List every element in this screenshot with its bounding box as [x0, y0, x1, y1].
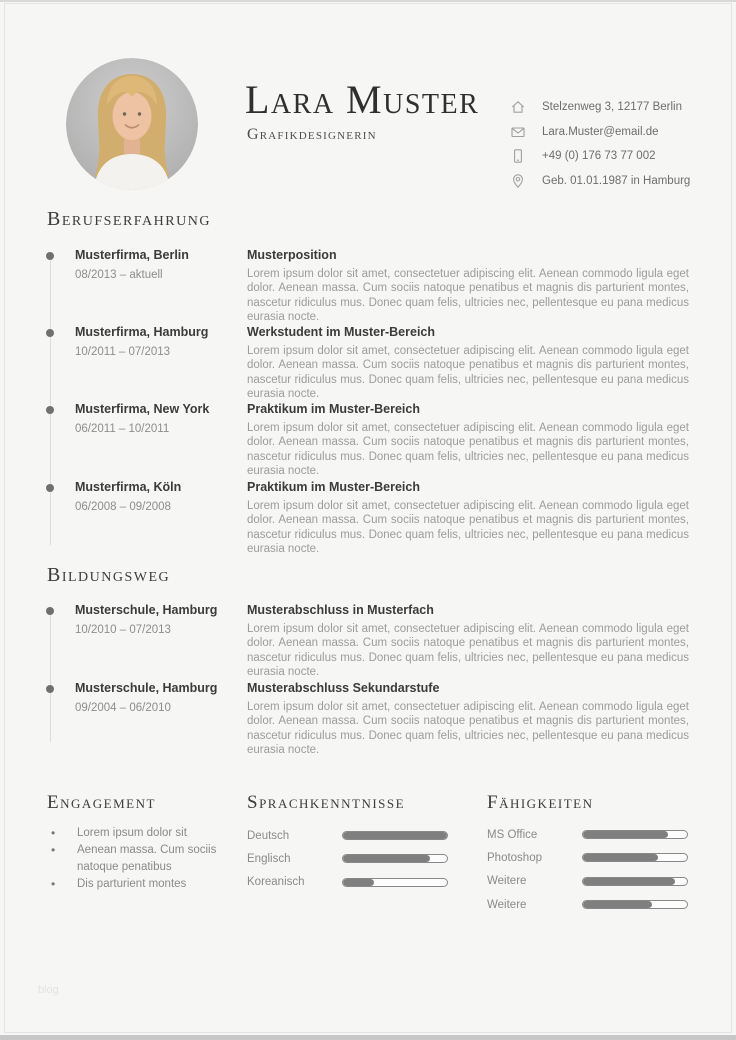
engagement-item-text: Dis parturient montes	[77, 878, 187, 890]
languages-list	[247, 824, 452, 894]
entry-position: Praktikum im Muster-Bereich	[247, 480, 420, 494]
timeline-dot	[46, 329, 54, 337]
entry-period: 10/2010 – 07/2013	[75, 624, 171, 636]
page-bottom-edge	[0, 1035, 736, 1040]
language-label: Deutsch	[247, 829, 290, 842]
skill-label: Photoshop	[487, 851, 542, 864]
language-level-fill	[343, 855, 430, 862]
education-entries	[0, 603, 736, 763]
entry-description: Lorem ipsum dolor sit amet, consectetuer adipiscing elit. Aenean commodo ligula eget dolor. Aenean massa. Cum sociis natoque penatibus et magnis dis parturient montes, nascetur ridiculus mus. Donec quam felis, ultricies nec, pellentesque eu pana medicus eurasia nocte.	[247, 422, 689, 478]
timeline-dot	[46, 685, 54, 693]
entry-description: Lorem ipsum dolor sit amet, consectetuer adipiscing elit. Aenean commodo ligula eget dolor. Aenean massa. Cum sociis natoque penatibus et magnis dis parturient montes, nascetur ridiculus mus. Donec quam felis, ultricies nec, pellentesque eu pana medicus eurasia nocte.	[247, 268, 689, 324]
person-job-title: Grafikdesignerin	[247, 126, 377, 143]
timeline-dot	[46, 252, 54, 260]
entry-company: Musterfirma, Berlin	[75, 248, 189, 262]
engagement-item	[51, 825, 226, 842]
experience-entry	[0, 402, 736, 479]
skills-list	[487, 823, 692, 916]
education-entry	[0, 681, 736, 758]
page-top-edge	[0, 0, 736, 2]
entry-description: Lorem ipsum dolor sit amet, consectetuer adipiscing elit. Aenean commodo ligula eget dolor. Aenean massa. Cum sociis natoque penatibus et magnis dis parturient montes, nascetur ridiculus mus. Donec quam felis, ultricies nec, pellentesque eu pana medicus eurasia nocte.	[247, 701, 689, 757]
skill-level-bar	[582, 877, 688, 886]
language-label: Koreanisch	[247, 876, 305, 889]
contact-birth	[510, 169, 700, 194]
entry-description: Lorem ipsum dolor sit amet, consectetuer adipiscing elit. Aenean commodo ligula eget dolor. Aenean massa. Cum sociis natoque penatibus et magnis dis parturient montes, nascetur ridiculus mus. Donec quam felis, ultricies nec, pellentesque eu pana medicus eurasia nocte.	[247, 623, 689, 679]
language-row	[247, 847, 452, 870]
entry-company: Musterfirma, Köln	[75, 480, 182, 494]
skill-row	[487, 870, 692, 893]
contact-phone-text: +49 (0) 176 73 77 002	[542, 150, 656, 163]
contact-email-text: Lara.Muster@email.de	[542, 125, 659, 138]
contact-birth-text: Geb. 01.01.1987 in Hamburg	[542, 174, 691, 187]
contact-email	[510, 120, 700, 145]
entry-description: Lorem ipsum dolor sit amet, consectetuer adipiscing elit. Aenean commodo ligula eget dolor. Aenean massa. Cum sociis natoque penatibus et magnis dis parturient montes, nascetur ridiculus mus. Donec quam felis, ultricies nec, pellentesque eu pana medicus eurasia nocte.	[247, 500, 689, 556]
entry-period: 06/2008 – 09/2008	[75, 501, 171, 513]
section-heading-languages: Sprachkenntnisse	[247, 792, 406, 813]
language-level-bar	[342, 831, 448, 840]
bullet-icon: •	[51, 843, 56, 857]
language-row	[247, 871, 452, 894]
experience-entries	[0, 248, 736, 558]
experience-entry	[0, 480, 736, 557]
skill-level-fill	[583, 878, 675, 885]
location-icon	[510, 173, 526, 189]
timeline-dot	[46, 484, 54, 492]
skill-row	[487, 823, 692, 846]
person-name: Lara Muster	[245, 77, 480, 122]
engagement-item-text: Lorem ipsum dolor sit	[77, 827, 187, 839]
skill-row	[487, 846, 692, 869]
skill-level-bar	[582, 830, 688, 839]
entry-company: Musterfirma, Hamburg	[75, 325, 209, 339]
experience-entry	[0, 325, 736, 402]
section-heading-skills: Fähigkeiten	[487, 792, 594, 813]
engagement-item-text: Aenean massa. Cum sociis natoque penatibus	[77, 844, 217, 873]
entry-school: Musterschule, Hamburg	[75, 681, 218, 695]
language-level-fill	[343, 879, 374, 886]
skill-label: MS Office	[487, 828, 538, 841]
language-level-bar	[342, 878, 448, 887]
entry-degree: Musterabschluss in Musterfach	[247, 603, 434, 617]
contact-address-text: Stelzenweg 3, 12177 Berlin	[542, 101, 683, 114]
entry-description: Lorem ipsum dolor sit amet, consectetuer adipiscing elit. Aenean commodo ligula eget dolor. Aenean massa. Cum sociis natoque penatibus et magnis dis parturient montes, nascetur ridiculus mus. Donec quam felis, ultricies nec, pellentesque eu pana medicus eurasia nocte.	[247, 345, 689, 401]
timeline-dot	[46, 406, 54, 414]
skill-row	[487, 893, 692, 916]
section-heading-engagement: Engagement	[47, 792, 156, 813]
entry-position: Werkstudent im Muster-Bereich	[247, 325, 436, 339]
bullet-icon: •	[51, 877, 56, 891]
language-level-bar	[342, 854, 448, 863]
skill-level-fill	[583, 901, 652, 908]
skill-label: Weitere	[487, 875, 527, 888]
skill-level-bar	[582, 853, 688, 862]
language-label: Englisch	[247, 852, 291, 865]
entry-company: Musterfirma, New York	[75, 402, 210, 416]
experience-entry	[0, 248, 736, 325]
section-heading-education: Bildungsweg	[47, 564, 171, 586]
profile-photo	[66, 58, 198, 190]
contact-block	[510, 95, 700, 193]
entry-degree: Musterabschluss Sekundarstufe	[247, 681, 440, 695]
contact-phone	[510, 144, 700, 169]
entry-position: Praktikum im Muster-Bereich	[247, 402, 420, 416]
engagement-list	[51, 825, 226, 893]
portrait-illustration	[66, 58, 198, 190]
entry-school: Musterschule, Hamburg	[75, 603, 218, 617]
engagement-item	[51, 876, 226, 893]
phone-icon	[510, 148, 526, 164]
skill-label: Weitere	[487, 898, 527, 911]
bullet-icon: •	[51, 826, 56, 840]
entry-period: 06/2011 – 10/2011	[75, 423, 170, 435]
mail-icon	[510, 124, 526, 140]
skill-level-fill	[583, 854, 658, 861]
skill-level-bar	[582, 900, 688, 909]
section-heading-experience: Berufserfahrung	[47, 208, 211, 230]
language-row	[247, 824, 452, 847]
watermark-text: blog	[38, 984, 59, 996]
language-level-fill	[343, 832, 447, 839]
education-entry	[0, 603, 736, 680]
engagement-item	[51, 842, 226, 876]
timeline-dot	[46, 607, 54, 615]
entry-position: Musterposition	[247, 248, 337, 262]
contact-address	[510, 95, 700, 120]
skill-level-fill	[583, 831, 668, 838]
entry-period: 08/2013 – aktuell	[75, 269, 163, 281]
entry-period: 10/2011 – 07/2013	[75, 346, 171, 358]
home-icon	[510, 99, 526, 115]
entry-period: 09/2004 – 06/2010	[75, 702, 171, 714]
